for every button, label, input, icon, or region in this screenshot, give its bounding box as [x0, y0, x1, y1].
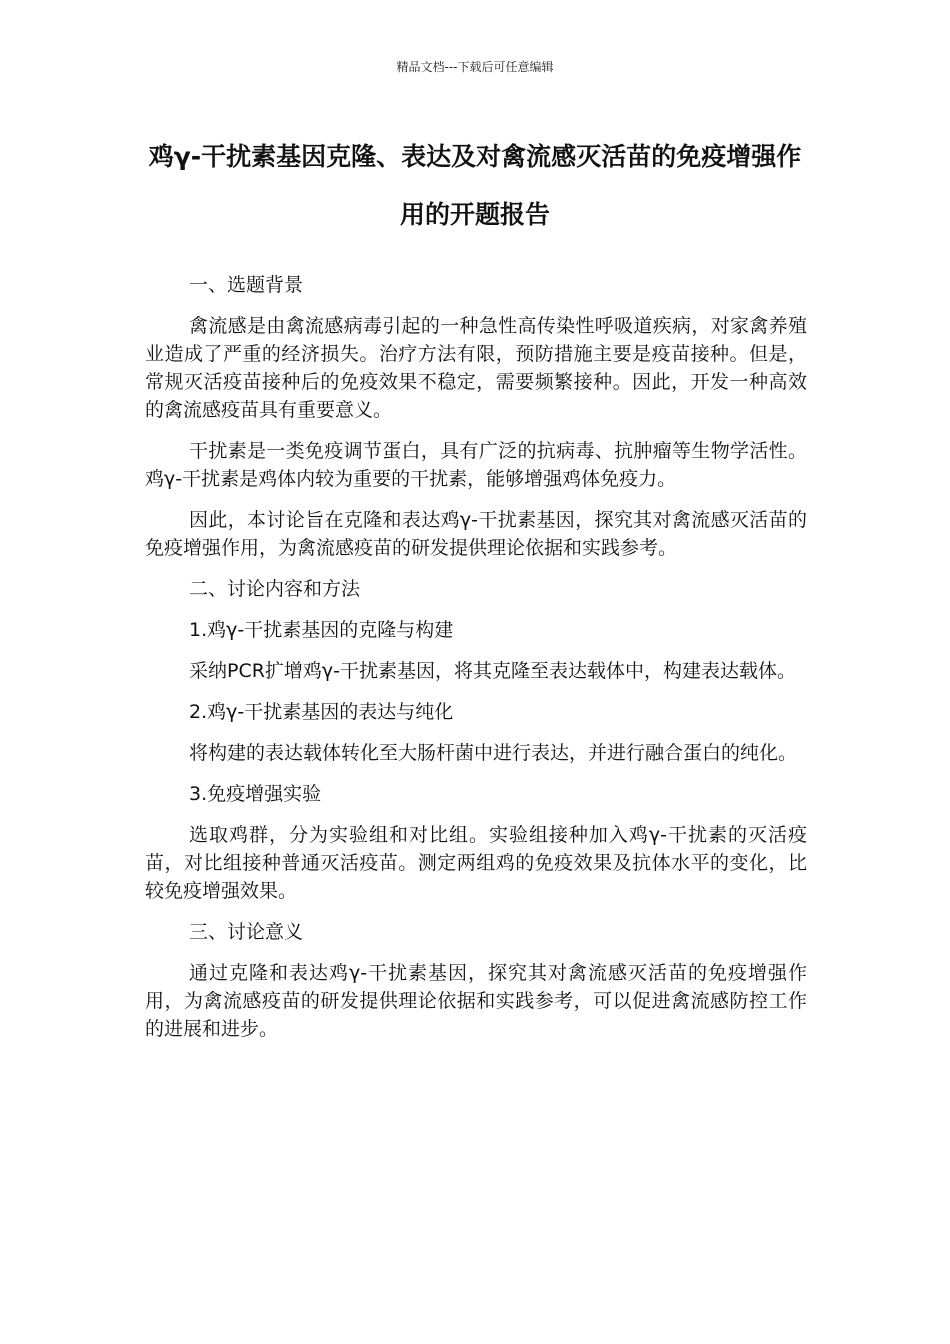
- paragraph: 选取鸡群，分为实验组和对比组。实验组接种加入鸡γ-干扰素的灭活疫苗，对比组接种普通灭活疫苗。测定两组鸡的免疫效果及抗体水平的变化，比较免疫增强效果。: [145, 824, 807, 902]
- paragraph: 采纳PCR扩增鸡γ-干扰素基因，将其克隆至表达载体中，构建表达载体。: [189, 660, 797, 682]
- subsection-heading: 1.鸡γ-干扰素基因的克隆与构建: [189, 619, 454, 641]
- paragraph: 干扰素是一类免疫调节蛋白，具有广泛的抗病毒、抗肿瘤等生物学活性。鸡γ-干扰素是鸡体内较为重要的干扰素，能够增强鸡体免疫力。: [145, 440, 807, 490]
- paragraph: 禽流感是由禽流感病毒引起的一种急性高传染性呼吸道疾病，对家禽养殖业造成了严重的经济损失。治疗方法有限，预防措施主要是疫苗接种。但是，常规灭活疫苗接种后的免疫效果不稳定，需要频繁接种。因此，开发一种高效的禽流感疫苗具有重要意义。: [145, 315, 807, 421]
- paragraph: 通过克隆和表达鸡γ-干扰素基因，探究其对禽流感灭活苗的免疫增强作用，为禽流感疫苗的研发提供理论依据和实践参考，可以促进禽流感防控工作的进展和进步。: [145, 962, 807, 1040]
- section-heading-methods: 二、讨论内容和方法: [189, 578, 361, 600]
- header-note: 精品文档---下载后可任意编辑: [396, 60, 554, 74]
- subsection-heading: 2.鸡γ-干扰素基因的表达与纯化: [189, 701, 454, 723]
- document-title: 鸡γ-干扰素基因克隆、表达及对禽流感灭活苗的免疫增强作用的开题报告: [148, 142, 802, 229]
- paragraph: 因此，本讨论旨在克隆和表达鸡γ-干扰素基因，探究其对禽流感灭活苗的免疫增强作用，为禽流感疫苗的研发提供理论依据和实践参考。: [145, 509, 807, 559]
- section-heading-background: 一、选题背景: [189, 274, 304, 296]
- section-heading-significance: 三、讨论意义: [189, 921, 304, 943]
- subsection-heading: 3.免疫增强实验: [189, 783, 322, 805]
- document-body: [145, 271, 807, 1056]
- paragraph: 将构建的表达载体转化至大肠杆菌中进行表达，并进行融合蛋白的纯化。: [189, 742, 798, 764]
